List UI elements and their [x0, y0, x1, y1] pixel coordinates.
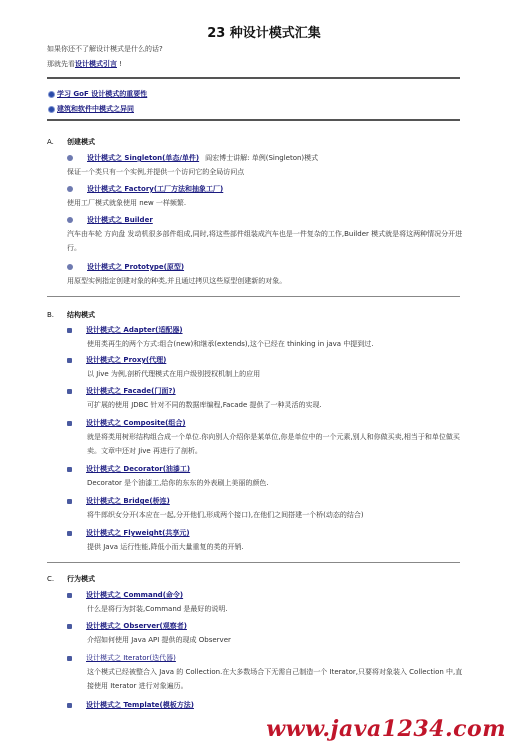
top-link-label[interactable]: 学习 GoF 设计模式的重要性 — [57, 90, 148, 98]
pattern-desc: 就是将类用树形结构组合成一个单位.你向别人介绍你是某单位,你是单位中的一个元素,别人和你做买卖,相当于和单位做买卖。文章中还对 Jive 再进行了剖析。 — [87, 433, 460, 455]
pattern-link[interactable]: 设计模式之 Composite(组合) — [86, 419, 186, 427]
pattern-link[interactable]: 设计模式之 Facade(门面?) — [86, 387, 176, 395]
bullet-icon — [67, 358, 72, 363]
pattern-link[interactable]: 设计模式之 Iterator(迭代器) — [86, 654, 176, 662]
globe-icon — [48, 91, 55, 98]
pattern-flyweight[interactable] — [67, 528, 190, 538]
intro-link[interactable]: 设计模式引言 — [75, 60, 117, 68]
divider — [47, 77, 460, 79]
pattern-desc: 使用工厂模式就象使用 new 一样频繁. — [67, 199, 187, 207]
pattern-facade[interactable] — [67, 386, 176, 396]
pattern-decorator[interactable] — [67, 464, 190, 474]
section-letter: B. — [47, 311, 55, 319]
bullet-icon — [67, 186, 73, 192]
section-title: 创建模式 — [67, 138, 95, 146]
top-link-label[interactable]: 建筑和软件中模式之异同 — [57, 105, 134, 113]
bullet-icon — [67, 499, 72, 504]
pattern-link[interactable]: 设计模式之 Adapter(适配器) — [86, 326, 183, 334]
bullet-icon — [67, 264, 73, 270]
site-watermark: www.java1234.com — [266, 716, 506, 742]
pattern-link[interactable]: 设计模式之 Decorator(油漆工) — [86, 465, 191, 473]
bullet-icon — [67, 389, 72, 394]
bullet-icon — [67, 217, 73, 223]
pattern-link[interactable]: 设计模式之 Prototype(原型) — [87, 263, 185, 271]
pattern-desc: 可扩展的使用 JDBC 针对不同的数据库编程,Facade 提供了一种灵活的实现. — [87, 401, 322, 409]
pattern-desc: 用原型实例指定创建对象的种类,并且通过拷贝这些原型创建新的对象。 — [67, 277, 287, 285]
pattern-prototype[interactable] — [67, 262, 184, 272]
pattern-aside: 阎宏博士讲解: 单例(Singleton)模式 — [205, 154, 319, 162]
pattern-proxy[interactable] — [67, 355, 166, 365]
pattern-observer[interactable] — [67, 621, 187, 631]
divider — [47, 119, 460, 121]
bullet-icon — [67, 467, 72, 472]
pattern-desc: 以 Jive 为例,剖析代理模式在用户级别授权机制上的应用 — [87, 370, 261, 378]
bullet-icon — [67, 328, 72, 333]
pattern-link[interactable]: 设计模式之 Template(模板方法) — [86, 701, 194, 709]
pattern-composite[interactable] — [67, 418, 186, 428]
pattern-singleton[interactable] — [67, 153, 318, 163]
bullet-icon — [67, 531, 72, 536]
intro-prefix: 那就先看 — [47, 60, 75, 68]
page-title: 23 种设计模式汇集 — [207, 26, 321, 41]
pattern-desc: 这个模式已经被整合入 Java 的 Collection.在大多数场合下无需自己制造一个 Iterator,只要将对象装入 Collection 中,直接使用 Iterator 进行对象遍历。 — [87, 668, 463, 690]
bullet-icon — [67, 593, 72, 598]
pattern-desc: 使用类再生的两个方式:组合(new)和继承(extends),这个已经在 thinking in java 中提到过. — [87, 340, 374, 348]
pattern-link[interactable]: 设计模式之 Command(命令) — [86, 591, 184, 599]
pattern-iterator[interactable] — [67, 653, 176, 663]
section-title: 结构模式 — [67, 311, 95, 319]
section-c-heading — [47, 574, 95, 584]
pattern-template[interactable] — [67, 700, 194, 710]
pattern-builder[interactable] — [67, 215, 153, 225]
divider — [47, 562, 460, 563]
globe-icon — [48, 106, 55, 113]
intro-question: 如果你还不了解设计模式是什么的话? — [47, 45, 163, 53]
pattern-desc: 保证一个类只有一个实例,并提供一个访问它的全局访问点 — [67, 168, 245, 176]
pattern-link[interactable]: 设计模式之 Proxy(代理) — [86, 356, 167, 364]
pattern-desc: 将牛郎织女分开(本应在一起,分开他们,形成两个接口),在他们之间搭建一个桥(动态的结合) — [87, 511, 364, 519]
pattern-link[interactable]: 设计模式之 Bridge(桥连) — [86, 497, 170, 505]
section-b-heading — [47, 310, 95, 320]
bullet-icon — [67, 624, 72, 629]
bullet-icon — [67, 656, 72, 661]
pattern-adapter[interactable] — [67, 325, 183, 335]
pattern-link[interactable]: 设计模式之 Builder — [87, 216, 153, 224]
pattern-link[interactable]: 设计模式之 Factory(工厂方法和抽象工厂) — [87, 185, 224, 193]
pattern-desc: Decorator 是个油漆工,给你的东东的外表刷上美丽的颜色. — [87, 479, 269, 487]
pattern-bridge[interactable] — [67, 496, 170, 506]
pattern-factory[interactable] — [67, 184, 223, 194]
pattern-desc: 介绍如何使用 Java API 提供的现成 Observer — [87, 636, 231, 644]
divider — [47, 296, 460, 297]
bullet-icon — [67, 703, 72, 708]
section-letter: A. — [47, 138, 54, 146]
top-link-gof-importance[interactable] — [48, 89, 147, 99]
pattern-desc: 提供 Java 运行性能,降低小而大量重复的类的开销. — [87, 543, 244, 551]
bullet-icon — [67, 155, 73, 161]
intro-line — [47, 59, 122, 69]
top-link-architecture[interactable] — [48, 104, 134, 114]
section-a-heading — [47, 137, 95, 147]
pattern-link[interactable]: 设计模式之 Observer(观察者) — [86, 622, 187, 630]
section-title: 行为模式 — [67, 575, 95, 583]
pattern-link[interactable]: 设计模式之 Singleton(单态/单件) — [87, 154, 200, 162]
pattern-link[interactable]: 设计模式之 Flyweight(共享元) — [86, 529, 190, 537]
section-letter: C. — [47, 575, 55, 583]
pattern-desc: 什么是将行为封装,Command 是最好的说明. — [87, 605, 228, 613]
intro-suffix: ! — [119, 60, 123, 68]
bullet-icon — [67, 421, 72, 426]
pattern-desc: 汽车由车轮 方向盘 发动机很多部件组成,同时,将这些部件组装成汽车也是一件复杂的工作,Builder 模式就是将这两种情况分开进行。 — [67, 230, 463, 252]
pattern-command[interactable] — [67, 590, 183, 600]
